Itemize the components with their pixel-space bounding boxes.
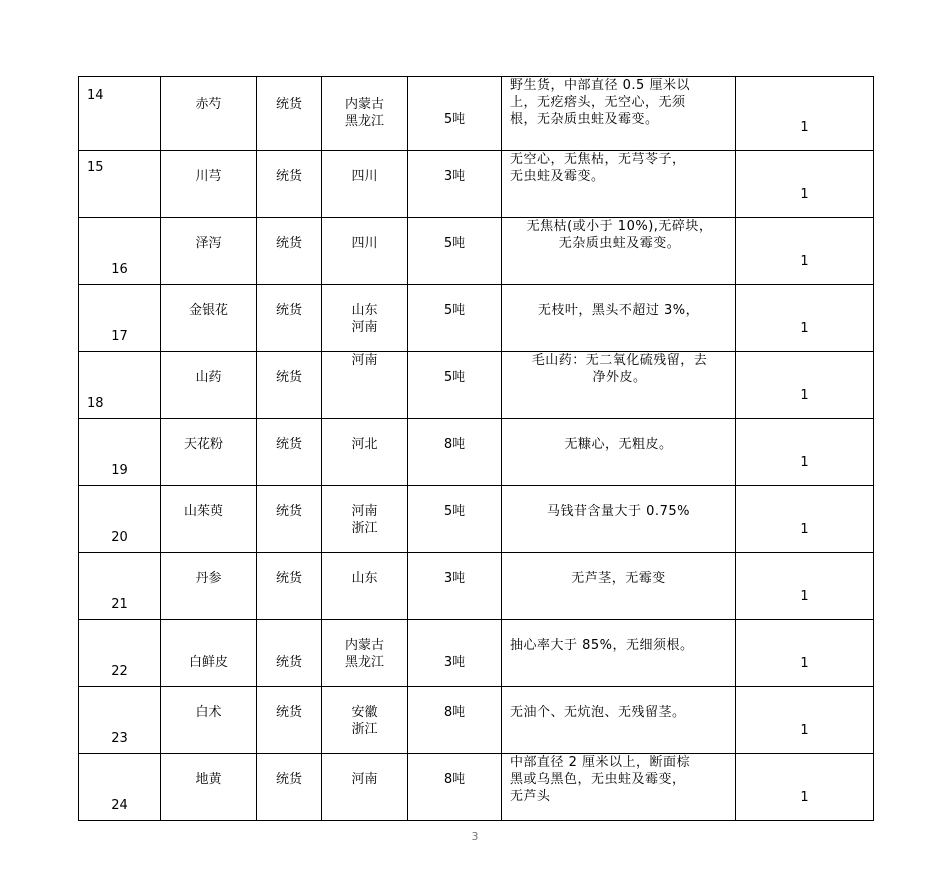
herb-spec-table [78,76,874,821]
amount: 5吨 [443,112,466,127]
origin-cell [322,352,408,419]
grade: 统货 [275,437,302,452]
grade: 统货 [275,655,302,670]
grade: 统货 [275,236,302,251]
origin-cell [322,151,408,218]
row-number-cell [79,352,161,419]
amount-cell [408,419,502,486]
herb-name-cell [161,754,257,821]
herb-name-cell [161,77,257,151]
quantity: 1 [800,656,809,671]
amount-cell [408,553,502,620]
quantity: 1 [800,522,809,537]
herb-name: 金银花 [188,303,228,318]
grade: 统货 [275,705,302,720]
row-number: 19 [111,463,128,478]
grade-cell [257,151,322,218]
herb-name: 川芎 [195,169,222,184]
standard-cell [502,620,736,687]
table-row [79,151,874,218]
herb-name: 赤芍 [195,97,222,112]
grade-cell [257,754,322,821]
row-number-cell [79,285,161,352]
row-number: 15 [87,160,104,175]
quantity: 1 [800,790,809,805]
herb-name: 泽泻 [195,236,222,251]
amount: 5吨 [443,303,466,318]
standard-cell [502,218,736,285]
origin-cell [322,486,408,553]
amount-cell [408,620,502,687]
quality-standard: 野生货，中部直径 0.5 厘米以 上，无疙瘩头，无空心，无须 根，无杂质虫蛀及霉变。 [510,78,690,127]
table-row [79,754,874,821]
herb-name-cell [161,553,257,620]
grade: 统货 [275,370,302,385]
row-number: 17 [111,329,128,344]
standard-cell [502,285,736,352]
herb-name-cell [161,486,257,553]
herb-name: 山药 [195,370,222,385]
amount-cell [408,218,502,285]
amount: 8吨 [443,772,466,787]
quality-standard: 无焦枯(或小于 10%),无碎块， 无杂质虫蛀及霉变。 [526,219,713,251]
table-row [79,218,874,285]
amount-cell [408,486,502,553]
amount-cell [408,151,502,218]
amount-cell [408,77,502,151]
table-row [79,486,874,553]
herb-name-cell [161,218,257,285]
origin-cell [322,77,408,151]
grade: 统货 [275,303,302,318]
row-number-cell [79,151,161,218]
grade: 统货 [275,504,302,519]
quantity: 1 [800,455,809,470]
amount: 3吨 [443,655,466,670]
quality-standard: 无糠心，无粗皮。 [564,437,673,452]
origin: 内蒙古 黑龙江 [344,97,384,129]
amount-cell [408,352,502,419]
amount: 5吨 [443,236,466,251]
origin-cell [322,285,408,352]
row-number-cell [79,754,161,821]
standard-cell [502,352,736,419]
origin: 河南 [351,772,378,787]
table-row [79,553,874,620]
grade-cell [257,620,322,687]
herb-name: 天花粉 [183,437,223,452]
origin-cell [322,754,408,821]
origin: 河南 浙江 [351,504,378,536]
quantity: 1 [800,187,809,202]
grade-cell [257,419,322,486]
quality-standard: 中部直径 2 厘米以上，断面棕 黑或乌黑色，无虫蛀及霉变， 无芦头 [510,755,691,804]
quantity-cell [736,486,874,553]
amount: 5吨 [443,504,466,519]
herb-name: 山茱萸 [183,504,223,519]
origin-cell [322,218,408,285]
origin-cell [322,620,408,687]
grade: 统货 [275,97,302,112]
standard-cell [502,486,736,553]
amount-cell [408,687,502,754]
quantity: 1 [800,321,809,336]
quality-standard: 无空心，无焦枯，无芎苓子， 无虫蛀及霉变。 [510,152,686,184]
row-number: 14 [87,88,104,103]
herb-name-cell [161,687,257,754]
quality-standard: 无油个、无炕泡、无残留茎。 [510,705,686,720]
quantity-cell [736,754,874,821]
origin-cell [322,687,408,754]
herb-name: 白鲜皮 [188,655,228,670]
grade: 统货 [275,772,302,787]
amount: 8吨 [443,437,466,452]
origin: 四川 [351,236,378,251]
quantity-cell [736,419,874,486]
quantity: 1 [800,589,809,604]
row-number-cell [79,687,161,754]
origin: 安徽 浙江 [351,705,378,737]
quantity-cell [736,151,874,218]
amount: 3吨 [443,169,466,184]
grade-cell [257,486,322,553]
standard-cell [502,77,736,151]
grade-cell [257,687,322,754]
grade: 统货 [275,169,302,184]
origin: 四川 [351,169,378,184]
origin: 内蒙古 黑龙江 [344,638,384,670]
row-number: 21 [111,597,128,612]
standard-cell [502,687,736,754]
origin-cell [322,553,408,620]
quality-standard: 无枝叶，黑头不超过 3%， [537,303,700,318]
table-row [79,419,874,486]
amount-cell [408,754,502,821]
origin: 河南 [351,353,378,368]
row-number-cell [79,620,161,687]
quantity-cell [736,285,874,352]
herb-name-cell [161,285,257,352]
row-number: 16 [111,262,128,277]
row-number-cell [79,553,161,620]
origin: 山东 [351,571,378,586]
row-number: 22 [111,664,128,679]
quantity-cell [736,77,874,151]
row-number: 23 [111,731,128,746]
herb-name-cell [161,419,257,486]
amount-cell [408,285,502,352]
herb-name-cell [161,352,257,419]
table-row [79,687,874,754]
quality-standard: 抽心率大于 85%，无细须根。 [510,638,694,653]
table-row [79,620,874,687]
origin-cell [322,419,408,486]
row-number-cell [79,77,161,151]
standard-cell [502,553,736,620]
quantity: 1 [800,254,809,269]
quantity: 1 [800,120,809,135]
amount: 5吨 [443,370,466,385]
quality-standard: 无芦茎，无霉变 [571,571,666,586]
origin: 山东 河南 [351,303,378,335]
quantity-cell [736,553,874,620]
quantity-cell [736,218,874,285]
herb-name-cell [161,620,257,687]
amount: 8吨 [443,705,466,720]
standard-cell [502,754,736,821]
quantity-cell [736,687,874,754]
quantity: 1 [800,723,809,738]
grade-cell [257,285,322,352]
row-number-cell [79,486,161,553]
quality-standard: 马钱苷含量大于 0.75% [547,504,690,519]
herb-name: 白术 [195,705,222,720]
herb-name: 地黄 [195,772,222,787]
quantity-cell [736,620,874,687]
herb-name: 丹参 [195,571,222,586]
table-row [79,77,874,151]
quality-standard: 毛山药：无二氧化硫残留，去 净外皮。 [531,353,708,385]
grade-cell [257,218,322,285]
table-row [79,285,874,352]
table-row [79,352,874,419]
quantity-cell [736,352,874,419]
row-number: 18 [87,396,104,411]
grade-cell [257,77,322,151]
grade-cell [257,352,322,419]
grade: 统货 [275,571,302,586]
grade-cell [257,553,322,620]
row-number: 24 [111,798,128,813]
standard-cell [502,151,736,218]
origin: 河北 [351,437,378,452]
amount: 3吨 [443,571,466,586]
row-number-cell [79,419,161,486]
row-number: 20 [111,530,128,545]
herb-name-cell [161,151,257,218]
quantity: 1 [800,388,809,403]
page-number: 3 [471,830,479,843]
standard-cell [502,419,736,486]
row-number-cell [79,218,161,285]
